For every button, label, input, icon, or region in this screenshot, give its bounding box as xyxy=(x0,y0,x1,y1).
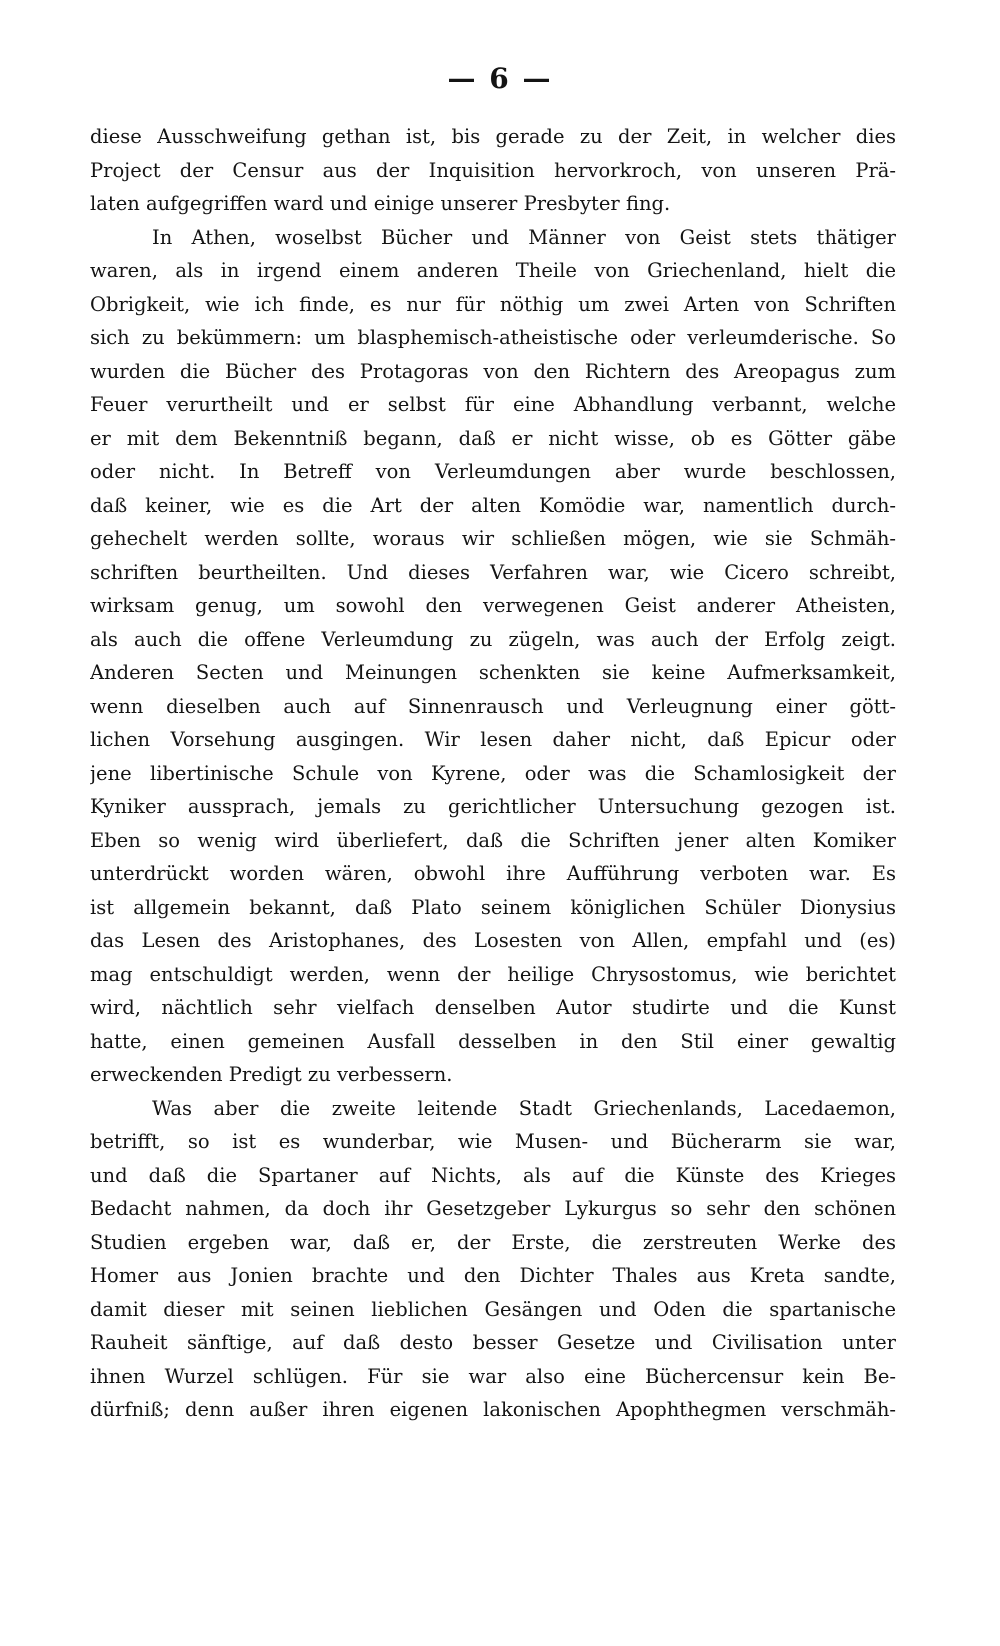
text-line: unterdrückt worden wären, obwohl ihre Aufführung verboten war. Es xyxy=(90,862,896,885)
text-line: ihnen Wurzel schlügen. Für sie war also eine Büchercensur kein Be- xyxy=(90,1364,896,1388)
text-line: betrifft, so ist es wunderbar, wie Musen- und Bücherarm sie war, xyxy=(90,1130,896,1153)
text-line: waren, als in irgend einem anderen Theile von Griechenland, hielt die xyxy=(90,259,896,282)
text-line: dürfniß; denn außer ihren eigenen lakonischen Apophthegmen verschmäh- xyxy=(90,1398,896,1421)
text-line: erweckenden Predigt zu verbessern. xyxy=(90,1063,453,1086)
text-line: wurden die Bücher des Protagoras von den Richtern des Areopagus zum xyxy=(90,359,896,383)
text-line: das Lesen des Aristophanes, des Losesten von Allen, empfahl und (es) xyxy=(90,929,896,952)
text-line: schriften beurtheilten. Und dieses Verfahren war, wie Cicero schreibt, xyxy=(90,560,896,584)
text-line: hatte, einen gemeinen Ausfall desselben in den Stil einer gewaltig xyxy=(90,1029,896,1053)
text-line: lichen Vorsehung ausgingen. Wir lesen daher nicht, daß Epicur oder xyxy=(90,728,896,751)
text-line: daß keiner, wie es die Art der alten Komödie war, namentlich durch- xyxy=(90,493,896,517)
text-line: wird, nächtlich sehr vielfach denselben Autor studirte und die Kunst xyxy=(90,996,896,1019)
text-line: Homer aus Jonien brachte und den Dichter Thales aus Kreta sandte, xyxy=(90,1264,896,1287)
text-line: und daß die Spartaner auf Nichts, als auf die Künste des Krieges xyxy=(90,1163,896,1187)
body-text xyxy=(90,120,896,1427)
text-line: sich zu bekümmern: um blasphemisch-atheistische oder verleumderische. So xyxy=(90,326,896,349)
text-line: laten aufgegriffen ward und einige unserer Presbyter fing. xyxy=(90,192,671,215)
text-line: Project der Censur aus der Inquisition hervorkroch, von unseren Prä- xyxy=(90,158,896,182)
text-line: mag entschuldigt werden, wenn der heilige Chrysostomus, wie berichtet xyxy=(90,962,896,986)
text-line: Obrigkeit, wie ich finde, es nur für nöthig um zwei Arten von Schriften xyxy=(90,292,896,316)
text-line: er mit dem Bekenntniß begann, daß er nicht wisse, ob es Götter gäbe xyxy=(90,426,896,450)
text-line: diese Ausschweifung gethan ist, bis gerade zu der Zeit, in welcher dies xyxy=(90,125,896,148)
text-line: gehechelt werden sollte, woraus wir schließen mögen, wie sie Schmäh- xyxy=(90,527,896,550)
text-line: Studien ergeben war, daß er, der Erste, die zerstreuten Werke des xyxy=(90,1230,896,1254)
page-number: — 6 — xyxy=(447,62,553,95)
text-line: Eben so wenig wird überliefert, daß die Schriften jener alten Komiker xyxy=(90,828,896,852)
text-line: oder nicht. In Betreff von Verleumdungen aber wurde beschlossen, xyxy=(90,460,896,483)
text-line: als auch die offene Verleumdung zu zügeln, was auch der Erfolg zeigt. xyxy=(90,627,896,651)
text-line: ist allgemein bekannt, daß Plato seinem königlichen Schüler Dionysius xyxy=(90,895,896,919)
text-line: Anderen Secten und Meinungen schenkten sie keine Aufmerksamkeit, xyxy=(90,661,896,684)
text-line: Bedacht nahmen, da doch ihr Gesetzgeber Lykurgus so sehr den schönen xyxy=(90,1197,896,1220)
text-line: wenn dieselben auch auf Sinnenrausch und Verleugnung einer gött- xyxy=(90,694,896,718)
text-line: damit dieser mit seinen lieblichen Gesängen und Oden die spartanische xyxy=(90,1297,896,1321)
text-line: Feuer verurtheilt und er selbst für eine Abhandlung verbannt, welche xyxy=(90,393,896,416)
text-line: wirksam genug, um sowohl den verwegenen Geist anderer Atheisten, xyxy=(90,594,896,617)
text-line: Kyniker aussprach, jemals zu gerichtlicher Untersuchung gezogen ist. xyxy=(90,795,896,818)
text-line: jene libertinische Schule von Kyrene, oder was die Schamlosigkeit der xyxy=(90,761,896,785)
paragraph-start-line: In Athen, woselbst Bücher und Männer von Geist stets thätiger xyxy=(152,225,896,249)
text-line: Rauheit sänftige, auf daß desto besser Gesetze und Civilisation unter xyxy=(90,1331,896,1354)
paragraph-start-line: Was aber die zweite leitende Stadt Griechenlands, Lacedaemon, xyxy=(152,1096,896,1120)
